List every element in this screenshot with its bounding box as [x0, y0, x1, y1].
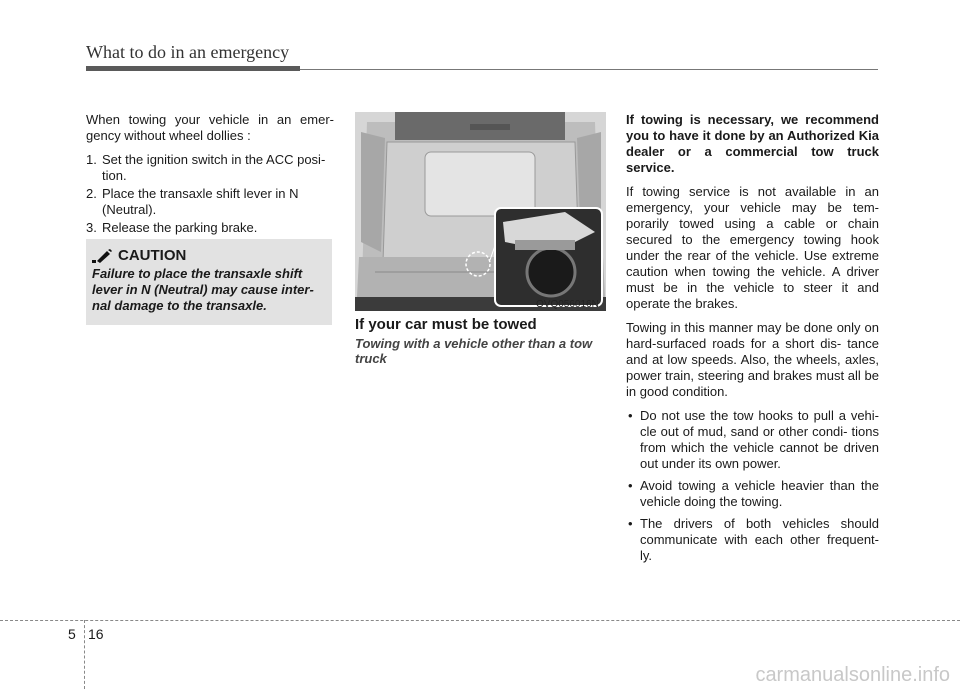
caution-box: [86, 239, 332, 325]
towing-bullets: [626, 408, 879, 564]
towing-recommendation: If towing is necessary, we recommend you to have it done by an Authorized Kia dealer or a commercial tow truck service.: [626, 112, 879, 175]
list-item: • Do not use the tow hooks to pull a vehi- cle out of mud, sand or other condi- tions from which the vehicle cannot be driven out under its own power.: [628, 408, 879, 471]
header-rule-thin: [300, 69, 878, 70]
right-column: [626, 112, 879, 570]
watermark: carmanualsonline.info: [755, 664, 950, 686]
figure-caption: OVQ056016N: [536, 299, 599, 310]
page-number: 16: [88, 626, 104, 642]
towing-intro: When towing your vehicle in an emer- gency without wheel dollies :: [86, 112, 334, 143]
vehicle-rear-illustration: [355, 112, 606, 311]
step-item: 1. Set the ignition switch in the ACC posi- tion.: [86, 152, 326, 183]
towing-paragraph-1: If towing service is not available in an emergency, your vehicle may be tem- porarily towed using a cable or chain secured to the emergency towing hook under the rear of the vehicle. Use extreme caution when towing the vehicle. A driver must be in the vehicle to steer it and operate the brakes.: [626, 184, 879, 311]
list-item: • Avoid towing a vehicle heavier than the vehicle doing the towing.: [628, 478, 879, 509]
towing-steps: [86, 152, 334, 236]
step-item: 2. Place the transaxle shift lever in N (Neutral).: [86, 186, 299, 217]
step-item: 3. Release the parking brake.: [86, 220, 258, 235]
section-heading: If your car must be towed: [355, 316, 537, 333]
towing-paragraph-2: Towing in this manner may be done only on hard-surfaced roads for a short dis- tance and at low speeds. Also, the wheels, axles, power train, steering and brakes must all be in good condition.: [626, 320, 879, 399]
caution-title: CAUTION: [92, 247, 326, 264]
list-item: • The drivers of both vehicles should communicate with each other frequent- ly.: [628, 516, 879, 563]
section-number: 5: [68, 626, 76, 642]
section-subheading: Towing with a vehicle other than a tow truck: [355, 336, 593, 366]
caution-body: Failure to place the transaxle shift lever in N (Neutral) may cause inter- nal damage to the transaxle.: [92, 266, 314, 313]
footer-rule: [0, 620, 960, 621]
page-header-title: What to do in an emergency: [86, 42, 290, 62]
header-rule: [86, 66, 300, 71]
caution-pencil-icon: [92, 249, 112, 263]
footer-divider: [84, 620, 85, 689]
vehicle-rear-figure: [355, 112, 606, 311]
left-column: [86, 112, 334, 238]
